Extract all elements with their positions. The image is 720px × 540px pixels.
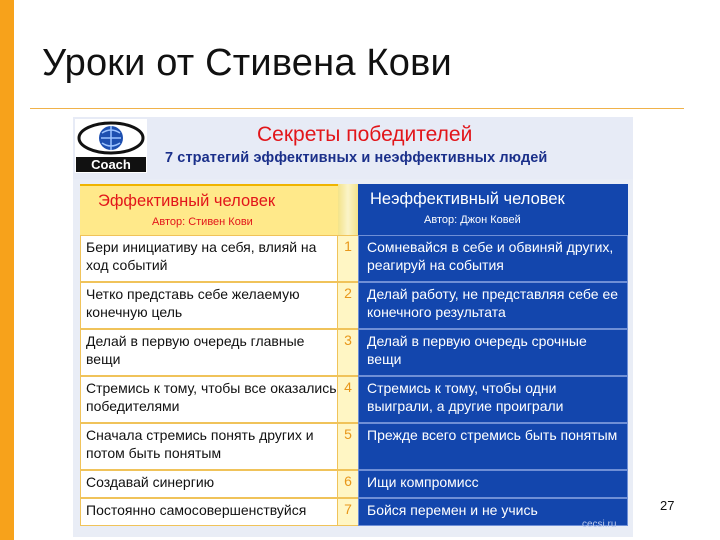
- effective-column-header: [80, 184, 338, 235]
- row-number-cell: [338, 329, 358, 376]
- source-watermark: cecsi.ru: [582, 519, 617, 530]
- row-number: 7: [344, 501, 352, 517]
- ineffective-text: Делай работу, не представляя себе ее конечного результата: [367, 286, 619, 320]
- effective-cell: [80, 329, 338, 376]
- table-banner: [73, 117, 633, 179]
- table-row: [80, 423, 628, 470]
- effective-text: Создавай синергию: [86, 474, 215, 490]
- effective-heading: Эффективный человек: [98, 192, 276, 210]
- accent-bar: [0, 0, 14, 540]
- row-number-cell: [338, 423, 358, 470]
- row-number: 3: [344, 332, 352, 348]
- strategy-table-image: [73, 117, 633, 537]
- row-number-cell: [338, 235, 358, 282]
- row-number: 6: [344, 473, 352, 489]
- ineffective-column-header: [358, 184, 628, 235]
- ineffective-cell: [358, 470, 628, 498]
- effective-text: Четко представь себе желаемую конечную цель: [86, 286, 300, 320]
- effective-text: Сначала стремись понять других и потом быть понятым: [86, 427, 314, 461]
- effective-text: Постоянно самосовершенствуйся: [86, 502, 307, 518]
- logo-text: Coach: [91, 157, 131, 172]
- ineffective-text: Бойся перемен и не учись: [367, 502, 538, 518]
- row-number-cell: [338, 376, 358, 423]
- table-title: Секреты победителей: [257, 123, 473, 146]
- ineffective-cell: [358, 329, 628, 376]
- ineffective-cell: [358, 376, 628, 423]
- effective-cell: [80, 498, 338, 526]
- ineffective-cell: [358, 423, 628, 470]
- effective-text: Делай в первую очередь главные вещи: [86, 333, 305, 367]
- ineffective-text: Сомневайся в себе и обвиняй других, реагируй на события: [367, 239, 614, 273]
- effective-cell: [80, 282, 338, 329]
- ineffective-author: Автор: Джон Ковей: [424, 214, 521, 226]
- table-row: [80, 235, 628, 282]
- page-number: 27: [660, 498, 675, 513]
- title-divider: [30, 108, 684, 109]
- ineffective-cell: [358, 235, 628, 282]
- number-column-header: [338, 184, 358, 235]
- ineffective-text: Стремись к тому, чтобы одни выиграли, а другие проиграли: [367, 380, 564, 414]
- table-row: [80, 470, 628, 498]
- row-number: 4: [344, 379, 352, 395]
- row-number-cell: [338, 498, 358, 526]
- table-row: [80, 329, 628, 376]
- ineffective-text: Ищи компромисс: [367, 474, 479, 490]
- effective-cell: [80, 235, 338, 282]
- ineffective-cell: [358, 282, 628, 329]
- effective-cell: [80, 376, 338, 423]
- table-row: [80, 282, 628, 329]
- table-row: [80, 376, 628, 423]
- effective-text: Стремись к тому, чтобы все оказались победителями: [86, 380, 337, 414]
- ineffective-heading: Неэффективный человек: [370, 190, 565, 208]
- effective-cell: [80, 470, 338, 498]
- ineffective-text: Прежде всего стремись быть понятым: [367, 427, 618, 443]
- row-number-cell: [338, 282, 358, 329]
- effective-author: Автор: Стивен Кови: [152, 216, 253, 228]
- row-number: 1: [344, 238, 352, 254]
- table-subtitle: 7 стратегий эффективных и неэффективных людей: [165, 150, 548, 166]
- ineffective-text: Делай в первую очередь срочные вещи: [367, 333, 587, 367]
- coach-eye-logo-icon: [75, 119, 147, 173]
- slide-title: Уроки от Стивена Кови: [42, 42, 452, 84]
- row-number-cell: [338, 470, 358, 498]
- row-number: 2: [344, 285, 352, 301]
- effective-cell: [80, 423, 338, 470]
- row-number: 5: [344, 426, 352, 442]
- table-row: [80, 498, 628, 526]
- effective-text: Бери инициативу на себя, влияй на ход событий: [86, 239, 317, 273]
